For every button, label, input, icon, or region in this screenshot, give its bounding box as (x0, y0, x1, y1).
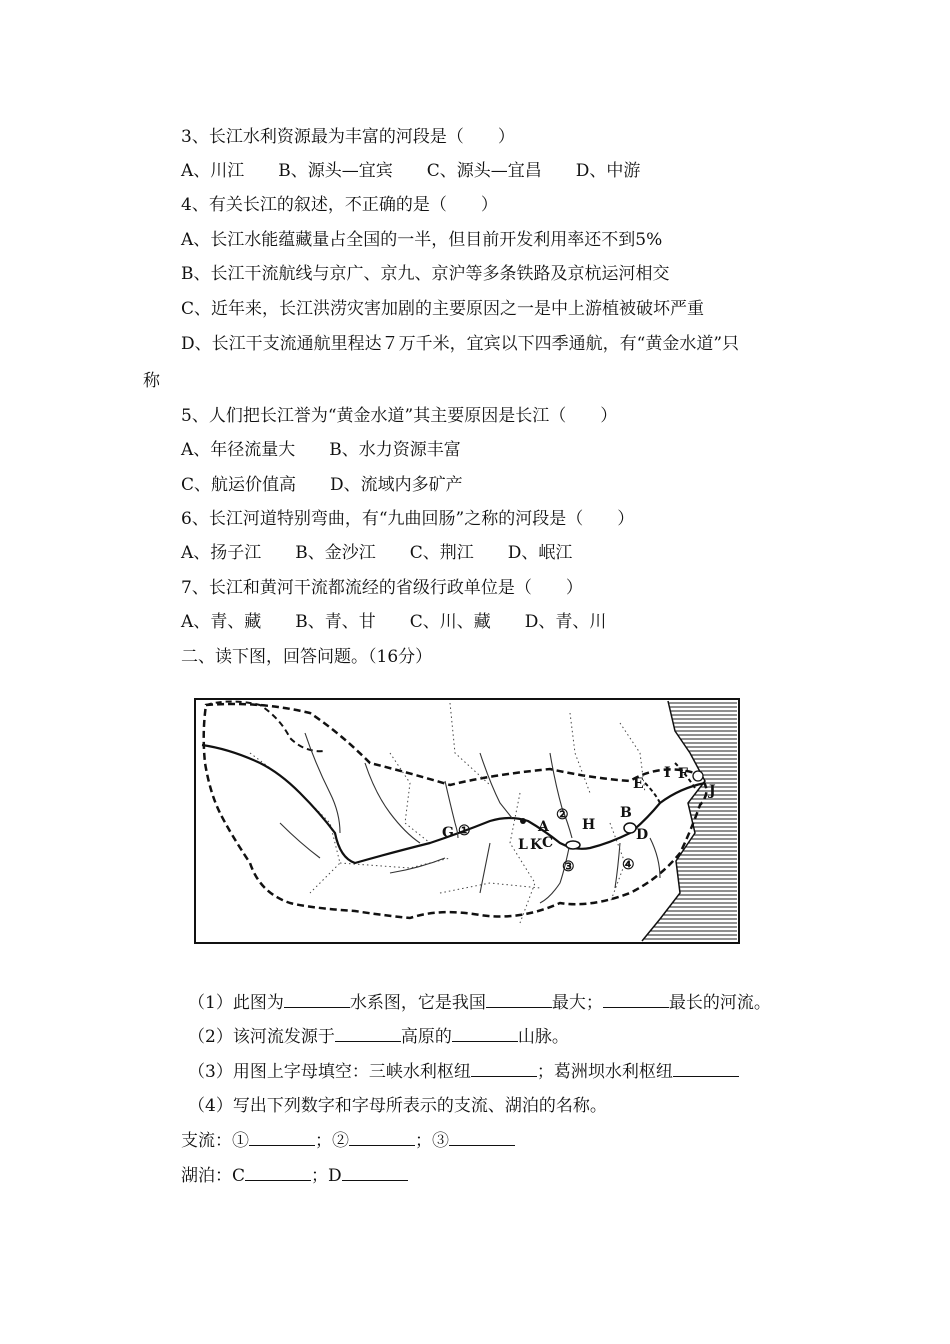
q4-option-a: A、长江水能蕴藏量占全国的一半，但目前开发利用率还不到5% (181, 230, 663, 250)
dam-marker (520, 818, 526, 824)
map-label-b: B (620, 805, 632, 821)
answer-blank[interactable] (335, 1025, 401, 1042)
answer-blank[interactable] (245, 1164, 311, 1181)
answer-blank[interactable] (673, 1060, 739, 1077)
map-label-l: L (518, 837, 528, 853)
q7-options: A、青、藏 B、青、甘 C、川、藏 D、青、川 (181, 612, 607, 632)
answer-blank[interactable] (603, 991, 669, 1008)
answer-1: （1）此图为 水系图，它是我国 最大； 最长的河流。 (188, 993, 771, 1013)
map-label-h: H (582, 817, 596, 833)
q6-stem: 6、长江河道特别弯曲，有“九曲回肠”之称的河段是（ ） (181, 509, 635, 529)
map-label-1: ① (458, 823, 471, 839)
q4-option-d: D、长江干支流通航里程达７万千米，宜宾以下四季通航，有“黄金水道”只 (181, 334, 740, 354)
answer-blank[interactable] (452, 1025, 518, 1042)
answer-blank[interactable] (342, 1164, 408, 1181)
q3-stem: 3、长江水利资源最为丰富的河段是（ ） (181, 127, 515, 147)
map-label-4: ④ (622, 857, 635, 873)
lake-f (693, 771, 703, 781)
answer-2: （2）该河流发源于 高原的 山脉。 (188, 1027, 569, 1047)
q5-stem: 5、人们把长江誉为“黄金水道”其主要原因是长江（ ） (181, 406, 618, 426)
q5-options-1: A、年径流量大 B、水力资源丰富 (181, 440, 461, 460)
q4-option-b: B、长江干流航线与京广、京九、京沪等多条铁路及京杭运河相交 (181, 264, 670, 284)
answer-3: （3）用图上字母填空：三峡水利枢纽 ；葛洲坝水利枢纽 (188, 1060, 739, 1083)
q7-stem: 7、长江和黄河干流都流经的省级行政单位是（ ） (181, 578, 583, 598)
map-label-3: ③ (562, 859, 575, 875)
map-label-k: K (530, 837, 543, 853)
lake-answers: 湖泊：C ；D (181, 1164, 408, 1187)
yangtze-river-map (190, 693, 744, 951)
map-label-e: E (633, 776, 644, 792)
map-label-2: ② (556, 807, 569, 823)
q4-option-c: C、近年来，长江洪涝灾害加剧的主要原因之一是中上游植被破坏严重 (181, 299, 705, 319)
answer-4: （4）写出下列数字和字母所表示的支流、湖泊的名称。 (188, 1096, 607, 1116)
map-label-f: F (678, 766, 688, 782)
q5-options-2: C、航运价值高 D、流域内多矿产 (181, 475, 463, 495)
answer-blank[interactable] (284, 991, 350, 1008)
lake-d (624, 823, 636, 833)
section2-heading: 二、读下图，回答问题。（16分） (181, 647, 433, 667)
map-label-a: A (538, 819, 549, 835)
map-label-i: I (664, 765, 671, 781)
answer-blank[interactable] (471, 1060, 537, 1077)
tributary-answers: 支流：① ；② ；③ (181, 1129, 515, 1152)
q6-options: A、扬子江 B、金沙江 C、荆江 D、岷江 (181, 543, 573, 563)
map-frame (195, 699, 739, 943)
map-label-j: J (709, 783, 716, 799)
map-label-c: C (542, 835, 554, 851)
q4-option-d-cont: 称 (143, 371, 160, 391)
answer-blank[interactable] (486, 991, 552, 1008)
q4-stem: 4、有关长江的叙述，不正确的是（ ） (181, 195, 498, 215)
answer-blank[interactable] (349, 1129, 415, 1146)
lake-c (566, 841, 580, 849)
q3-options: A、川江 B、源头—宜宾 C、源头—宜昌 D、中游 (181, 161, 641, 181)
answer-blank[interactable] (249, 1129, 315, 1146)
map-label-g: G (442, 825, 454, 841)
answer-blank[interactable] (449, 1129, 515, 1146)
map-label-d: D (636, 827, 649, 843)
